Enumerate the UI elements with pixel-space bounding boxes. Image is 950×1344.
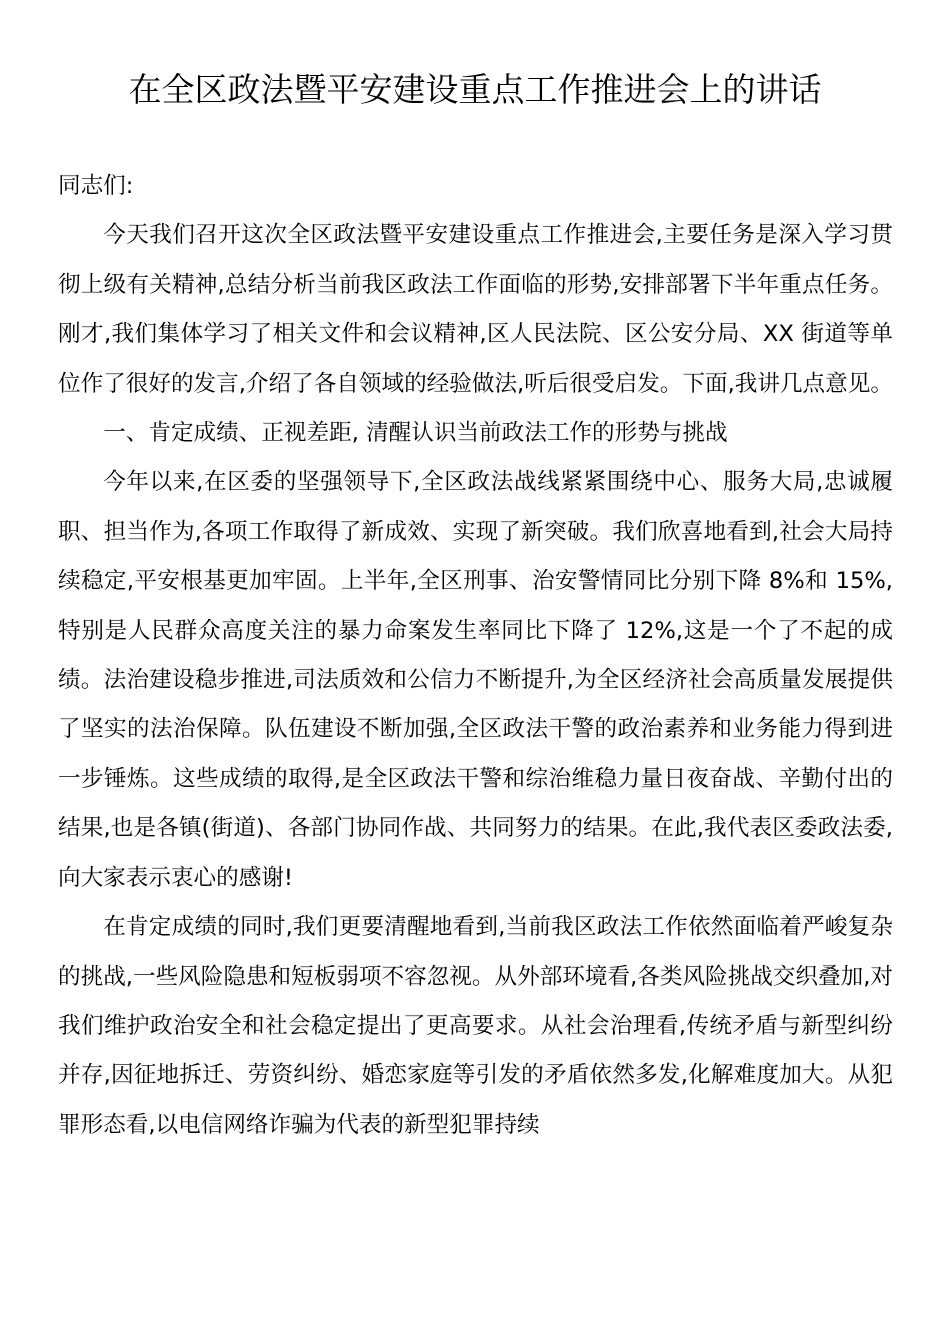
salutation: 同志们: [58, 173, 134, 199]
paragraph-challenges: 在肯定成绩的同时,我们更要清醒地看到,当前我区政法工作依然面临着严峻复杂的挑战,一些风险隐患和短板弱项不容忽视。从外部环境看,各类风险挑战交织叠加,对我们维护政治安全和社会稳定提出了更高要求。从社会治理看,传统矛盾与新型纠纷并存,因征地拆迁、劳资纠纷、婚恋家庭等引发的矛盾依然多发,化解难度加大。从犯罪形态看,以电信网络诈骗为代表的新型犯罪持续 [58, 914, 893, 1138]
document-title: 在全区政法暨平安建设重点工作推进会上的讲话 [128, 70, 822, 109]
paragraph-achievements: 今年以来,在区委的坚强领导下,全区政法战线紧紧围绕中心、服务大局,忠诚履职、担当作为,各项工作取得了新成效、实现了新突破。我们欣喜地看到,社会大局持续稳定,平安根基更加牢固。上半年,全区刑事、治安警情同比分别下降 8%和 15%,特别是人民群众高度关注的暴力命案发生率同比下降了 12%,这是一个了不起的成绩。法治建设稳步推进,司法质效和公信力不断提升,为全区经济社会高质量发展提供了坚实的法治保障。队伍建设不断加强,全区政法干警的政治素养和业务能力得到进一步锤炼。这些成绩的取得,是全区政法干警和综治维稳力量日夜奋战、辛勤付出的结果,也是各镇(街道)、各部门协同作战、共同努力的结果。在此,我代表区委政法委,向大家表示衷心的感谢! [58, 469, 893, 891]
paragraph-opening: 今天我们召开这次全区政法暨平安建设重点工作推进会,主要任务是深入学习贯彻上级有关精神,总结分析当前我区政法工作面临的形势,安排部署下半年重点任务。刚才,我们集体学习了相关文件和会议精神,区人民法院、区公安分局、XX 街道等单位作了很好的发言,介绍了各自领域的经验做法,听后很受启发。下面,我讲几点意见。 [58, 222, 893, 397]
document-body [58, 162, 893, 1150]
section-heading-1: 一、肯定成绩、正视差距, 清醒认识当前政法工作的形势与挑战 [103, 420, 728, 447]
